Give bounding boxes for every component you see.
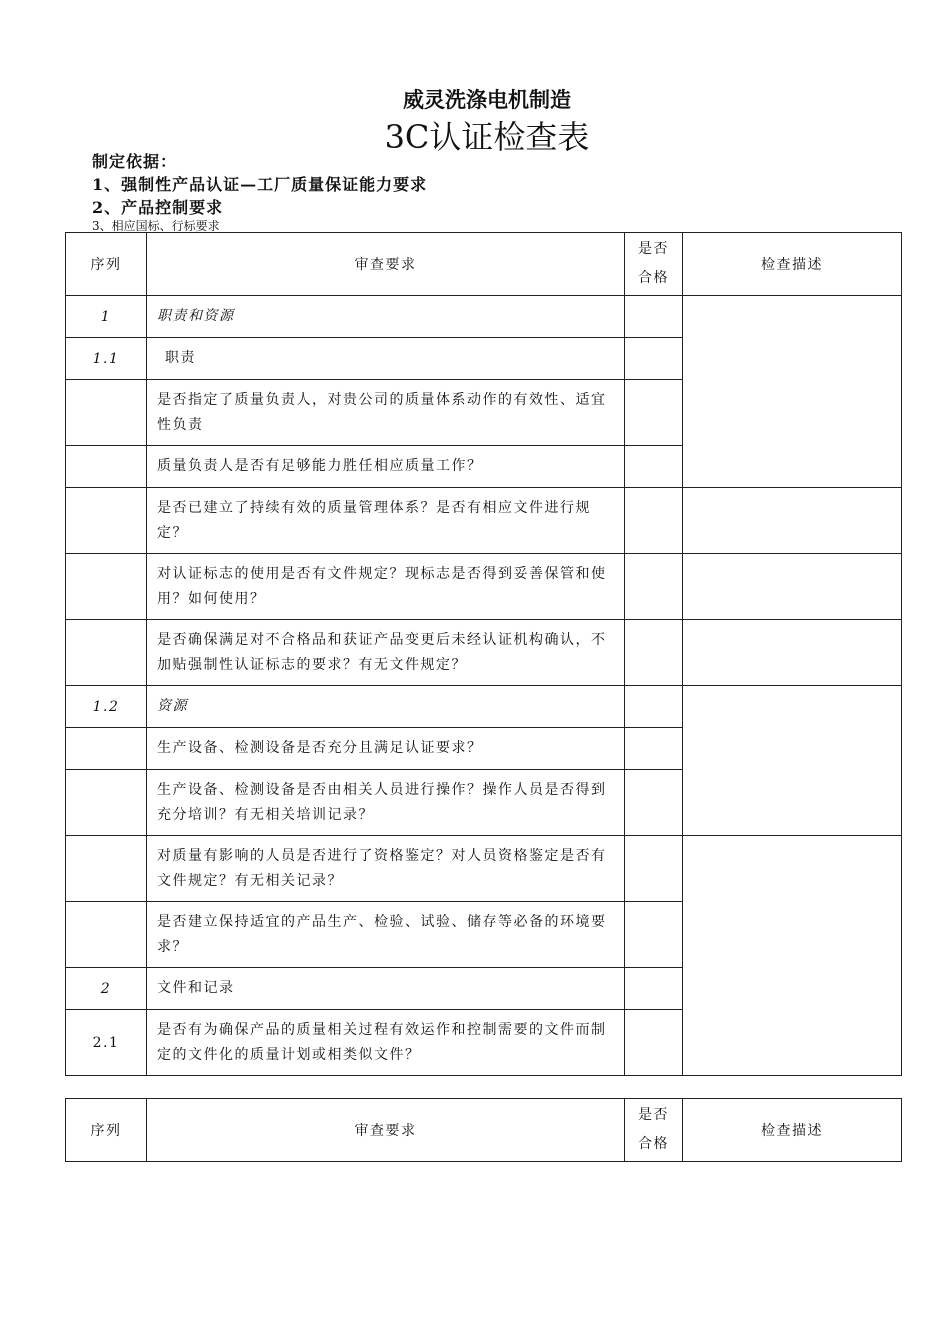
checklist-table	[65, 232, 902, 1076]
pass-cell[interactable]	[625, 770, 683, 836]
requirement-cell: 生产设备、检测设备是否由相关人员进行操作？操作人员是否得到充分培训？有无相关培训记录？	[147, 770, 625, 836]
seq-cell	[66, 488, 147, 554]
basis-heading: 制定依据：	[92, 152, 178, 171]
seq-cell: 2	[66, 968, 147, 1010]
pass-cell[interactable]	[625, 446, 683, 488]
requirement-cell: 资源	[147, 686, 625, 728]
pass-cell[interactable]	[625, 836, 683, 902]
col-header-pass: 是否合格	[625, 1099, 683, 1162]
pass-cell[interactable]	[625, 338, 683, 380]
requirement-cell: 文件和记录	[147, 968, 625, 1010]
description-cell[interactable]	[683, 296, 902, 488]
seq-cell	[66, 554, 147, 620]
seq-cell	[66, 446, 147, 488]
description-cell[interactable]	[683, 836, 902, 1076]
col-header-seq: 序列	[66, 233, 147, 296]
description-cell[interactable]	[683, 686, 902, 836]
description-cell[interactable]	[683, 554, 902, 620]
requirement-cell: 是否确保满足对不合格品和获证产品变更后未经认证机构确认，不加贴强制性认证标志的要求？有无文件规定？	[147, 620, 625, 686]
pass-cell[interactable]	[625, 380, 683, 446]
col-header-pass: 是否合格	[625, 233, 683, 296]
description-cell[interactable]	[683, 620, 902, 686]
seq-cell	[66, 902, 147, 968]
basis-item: 1、强制性产品认证—工厂质量保证能力要求	[92, 175, 428, 194]
requirement-cell: 对认证标志的使用是否有文件规定？现标志是否得到妥善保管和使用？如何使用？	[147, 554, 625, 620]
col-header-requirement: 审查要求	[147, 1099, 625, 1162]
requirement-cell: 是否有为确保产品的质量相关过程有效运作和控制需要的文件而制定的文件化的质量计划或相类似文件？	[147, 1010, 625, 1076]
table-header-row	[66, 1099, 902, 1162]
col-header-requirement: 审查要求	[147, 233, 625, 296]
pass-cell[interactable]	[625, 296, 683, 338]
seq-cell	[66, 836, 147, 902]
pass-cell[interactable]	[625, 902, 683, 968]
requirement-cell: 是否建立保持适宜的产品生产、检验、试验、储存等必备的环境要求？	[147, 902, 625, 968]
table-row	[66, 620, 902, 686]
requirement-cell: 质量负责人是否有足够能力胜任相应质量工作？	[147, 446, 625, 488]
seq-cell	[66, 728, 147, 770]
pass-cell[interactable]	[625, 1010, 683, 1076]
seq-cell	[66, 620, 147, 686]
col-header-description: 检查描述	[683, 1099, 902, 1162]
requirement-cell: 对质量有影响的人员是否进行了资格鉴定？对人员资格鉴定是否有文件规定？有无相关记录？	[147, 836, 625, 902]
seq-cell: 1.1	[66, 338, 147, 380]
col-header-seq: 序列	[66, 1099, 147, 1162]
table-row	[66, 296, 902, 338]
seq-cell	[66, 380, 147, 446]
basis-section	[92, 150, 427, 233]
requirement-cell: 是否指定了质量负责人，对贵公司的质量体系动作的有效性、适宜性负责	[147, 380, 625, 446]
basis-item: 3、相应国标、行标要求	[92, 219, 220, 233]
checklist-table-continued	[65, 1098, 902, 1162]
pass-cell[interactable]	[625, 620, 683, 686]
requirement-cell: 生产设备、检测设备是否充分且满足认证要求？	[147, 728, 625, 770]
table-row	[66, 488, 902, 554]
seq-cell: 1	[66, 296, 147, 338]
pass-cell[interactable]	[625, 686, 683, 728]
requirement-cell: 职责	[147, 338, 625, 380]
requirement-cell: 职责和资源	[147, 296, 625, 338]
document-title: 3C认证检查表	[384, 118, 590, 156]
table-row	[66, 554, 902, 620]
seq-cell	[66, 770, 147, 836]
company-name: 威灵洗涤电机制造	[403, 87, 571, 112]
seq-cell: 1.2	[66, 686, 147, 728]
table-row	[66, 686, 902, 728]
description-cell[interactable]	[683, 488, 902, 554]
requirement-cell: 是否已建立了持续有效的质量管理体系？是否有相应文件进行规定？	[147, 488, 625, 554]
pass-cell[interactable]	[625, 488, 683, 554]
basis-item: 2、产品控制要求	[92, 198, 224, 217]
table-row	[66, 836, 902, 902]
pass-cell[interactable]	[625, 554, 683, 620]
pass-cell[interactable]	[625, 968, 683, 1010]
seq-cell: 2.1	[66, 1010, 147, 1076]
table-header-row	[66, 233, 902, 296]
pass-cell[interactable]	[625, 728, 683, 770]
col-header-description: 检查描述	[683, 233, 902, 296]
